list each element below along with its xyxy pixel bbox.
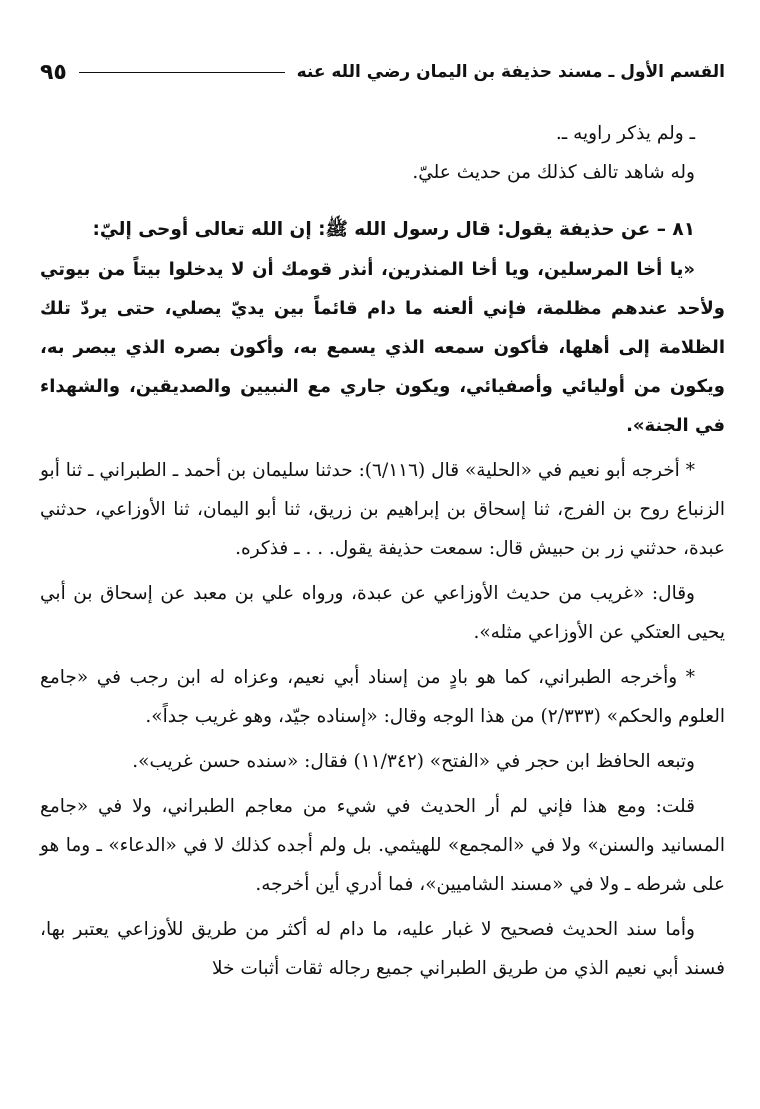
hadith-heading: ٨١ – عن حذيفة يقول: قال رسول الله ﷺ: إن الله تعالى أوحى إليّ: (92, 219, 695, 240)
paragraph-author-comment: قلت: ومع هذا فإني لم أر الحديث في شيء من معاجم الطبراني، ولا في «جامع المسانيد والسنن» ولا في «المجمع» للهيثمي. بل ولم أجده كذلك لا في «الدعاء» ـ وما هو على شرطه ـ ولا في «مسند الشاميين»، فما أدري أين أخرجه. (40, 796, 725, 895)
paragraph-ibn-hajar: وتبعه الحافظ ابن حجر في «الفتح» (١١/٣٤٢) فقال: «سنده حسن غريب». (132, 751, 695, 772)
page-body (40, 114, 725, 988)
book-page (40, 52, 725, 988)
paragraph-narrator-note: ـ ولم يذكر راويه ـ. (555, 123, 695, 144)
header-rule (79, 72, 285, 73)
page-header (40, 52, 725, 92)
running-title: القسم الأول ـ مسند حذيفة بن اليمان رضي الله عنه (296, 62, 725, 82)
paragraph-takhrij-tabarani: * وأخرجه الطبراني، كما هو بادٍ من إسناد أبي نعيم، وعزاه له ابن رجب في «جامع العلوم والحكم» (٢/٣٣٣) من هذا الوجه وقال: «إسناده جيّد، وهو غريب جداً». (40, 667, 725, 727)
paragraph-isnad-assessment: وأما سند الحديث فصحيح لا غبار عليه، ما دام له أكثر من طريق للأوزاعي يعتبر بها، فسند أبي نعيم الذي من طريق الطبراني جميع رجاله ثقات أثبات خلا (40, 919, 725, 979)
paragraph-takhrij-abu-nuaym: * أخرجه أبو نعيم في «الحلية» قال (٦/١١٦): حدثنا سليمان بن أحمد ـ الطبراني ـ ثنا أبو الزنباع روح بن الفرج، ثنا إسحاق بن إبراهيم بن زريق، ثنا أبو اليمان، ثنا الأوزاعي، حدثني عبدة، حدثني زر بن حبيش قال: سمعت حذيفة يقول. . . ـ فذكره. (40, 460, 725, 559)
spacer (40, 192, 725, 210)
page-number: ٩٥ (40, 59, 67, 85)
paragraph-witness-note: وله شاهد تالف كذلك من حديث عليّ. (412, 162, 695, 183)
paragraph-gharib-note: وقال: «غريب من حديث الأوزاعي عن عبدة، ورواه علي بن معبد عن إسحاق بن أبي يحيى العتكي عن الأوزاعي مثله». (40, 583, 725, 643)
hadith-text: «يا أخا المرسلين، ويا أخا المنذرين، أنذر قومك أن لا يدخلوا بيتاً من بيوتي ولأحد عندهم مظلمة، فإني ألعنه ما دام قائماً بين يديّ يصلي، حتى يردّ تلك الظلامة إلى أهلها، فأكون سمعه الذي يسمع به، وأكون بصره الذي يبصر به، ويكون من أوليائي وأصفيائي، ويكون جاري مع النبيين والصديقين، والشهداء في الجنة». (40, 259, 725, 436)
